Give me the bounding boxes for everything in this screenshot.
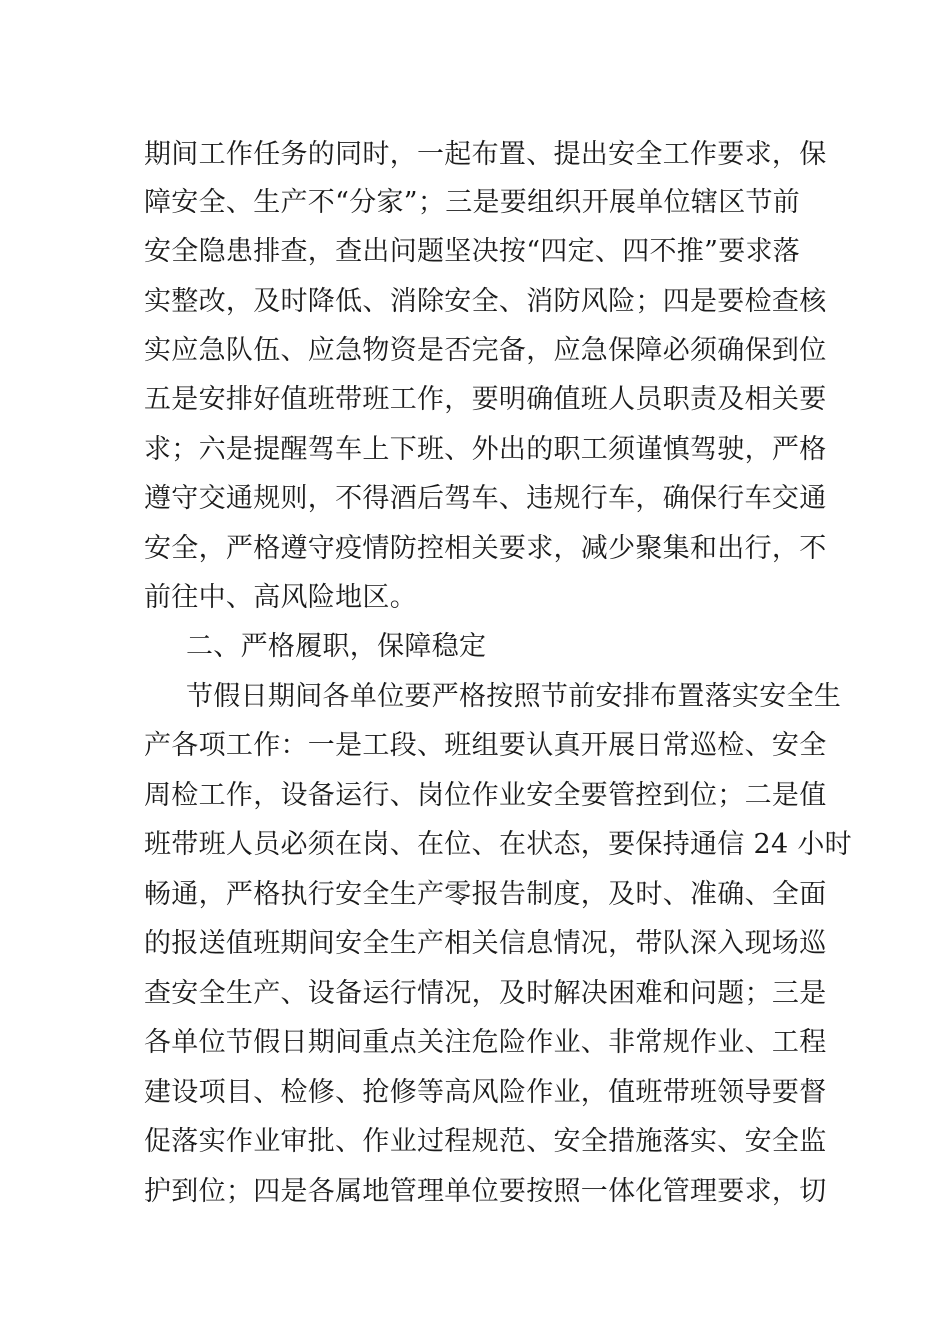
text-line: 护到位；四是各属地管理单位要按照一体化管理要求，切 [144, 1176, 827, 1207]
text-line: 建设项目、检修、抢修等高风险作业，值班带班领导要督 [144, 1077, 827, 1108]
text-line: 期间工作任务的同时，一起布置、提出安全工作要求，保 [144, 139, 827, 170]
text-line: 畅通，严格执行安全生产零报告制度，及时、准确、全面 [144, 879, 827, 910]
text-line: 查安全生产、设备运行情况，及时解决困难和问题；三是 [144, 978, 827, 1009]
text-line: 遵守交通规则，不得酒后驾车、违规行车，确保行车交通 [144, 483, 827, 514]
text-line: 产各项工作：一是工段、班组要认真开展日常巡检、安全 [144, 730, 827, 761]
text-line: 求；六是提醒驾车上下班、外出的职工须谨慎驾驶，严格 [144, 434, 827, 465]
text-line: 前往中、高风险地区。 [144, 582, 417, 613]
text-line: 实整改，及时降低、消除安全、消防风险；四是要检查核 [144, 286, 827, 317]
text-line: 周检工作，设备运行、岗位作业安全要管控到位；二是值 [144, 780, 827, 811]
text-line: 节假日期间各单位要严格按照节前安排布置落实安全生 [186, 681, 842, 712]
text-line: 五是安排好值班带班工作，要明确值班人员职责及相关要 [144, 384, 827, 415]
section-heading: 二、严格履职，保障稳定 [186, 631, 487, 662]
text-line: 促落实作业审批、作业过程规范、安全措施落实、安全监 [144, 1126, 827, 1157]
text-line: 实应急队伍、应急物资是否完备，应急保障必须确保到位 [144, 335, 827, 366]
text-line: 安全，严格遵守疫情防控相关要求，减少聚集和出行，不 [144, 533, 827, 564]
text-line: 障安全、生产不“分家”；三是要组织开展单位辖区节前 [144, 187, 801, 218]
text-line: 安全隐患排查，查出问题坚决按“四定、四不推”要求落 [144, 236, 801, 267]
text-line: 各单位节假日期间重点关注危险作业、非常规作业、工程 [144, 1027, 827, 1058]
text-line: 的报送值班期间安全生产相关信息情况，带队深入现场巡 [144, 928, 827, 959]
text-line: 班带班人员必须在岗、在位、在状态，要保持通信 24 小时 [144, 829, 852, 860]
